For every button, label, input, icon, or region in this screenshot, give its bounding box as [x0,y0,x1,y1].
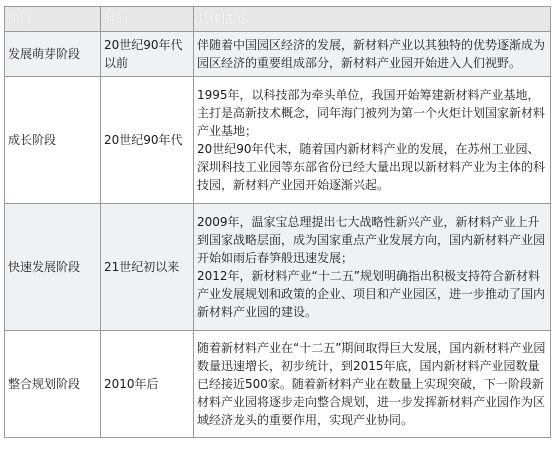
details-paragraph: 随着新材料产业在“十二五”期间取得巨大发展，国内新材料产业园数量迅速增长，初步统计，到2015年底，国内新材料产业园数量已经接近500家。随着新材料产业在数量上实现突破，下一阶段新材料产业园将逐步走向整合规划，进一步发挥新材料产业园作为区域经济龙头的重要作用，实现产业协同。 [197,341,546,427]
details-paragraph: 2012年，新材料产业“十二五”规划明确指出积极支持符合新材料产业发展规划和政策的企业、项目和产业园区，进一步推动了国内新材料产业园的建设。 [197,269,546,319]
table-row [5,32,551,77]
table-row [5,204,551,331]
header-time: 时间 [101,7,194,32]
details-paragraph: 伴随着中国园区经济的发展，新材料产业以其独特的优势逐渐成为园区经济的重要组成部分，新材料产业园开始进入人们视野。 [197,38,546,70]
details-paragraph: 20世纪90年代末，随着国内新材料产业的发展，在苏州工业园、深圳科技工业园等东部省份已经大量出现以新材料产业为主体的科技园，新材料产业园开始逐渐兴起。 [197,142,546,192]
header-details: 具体情况 [194,7,551,32]
stage-cell: 整合规划阶段 [5,331,101,438]
table-row [5,331,551,438]
details-paragraph: 1995年，以科技部为牵头单位，我国开始筹建新材料产业基地，主打是高新技术概念，同年海门被列为第一个火炬计划国家新材料产业基地； [197,88,546,138]
stage-cell: 快速发展阶段 [5,204,101,331]
time-cell: 20世纪90年代以前 [101,32,194,77]
details-cell [194,77,551,204]
table-row [5,77,551,204]
stage-cell: 成长阶段 [5,77,101,204]
development-stages-table [4,6,551,438]
stage-cell: 发展萌芽阶段 [5,32,101,77]
time-cell: 21世纪初以来 [101,204,194,331]
time-cell: 2010年后 [101,331,194,438]
clipped-title-strip [0,0,556,5]
details-cell [194,331,551,438]
details-paragraph: 2009年，温家宝总理提出七大战略性新兴产业，新材料产业上升到国家战略层面，成为国家重点产业发展方向，国内新材料产业园开始如雨后春笋般迅速发展； [197,215,546,265]
details-cell [194,32,551,77]
time-cell: 20世纪90年代 [101,77,194,204]
details-cell [194,204,551,331]
header-stage: 阶段 [5,7,101,32]
table-header-row [5,7,551,32]
